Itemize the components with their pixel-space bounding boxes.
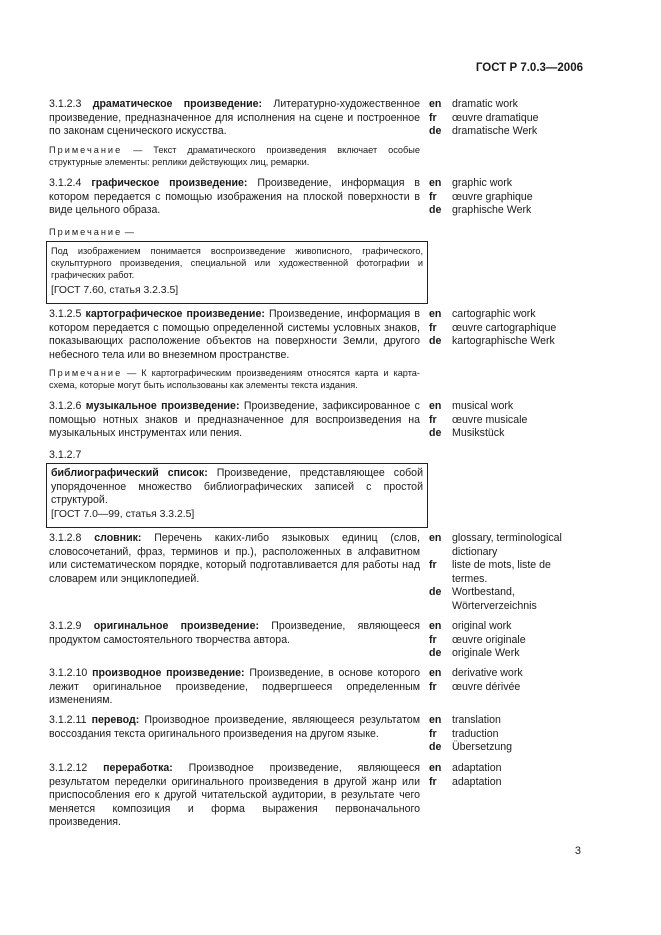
equiv-term: dramatische Werk xyxy=(452,125,538,137)
entry-original-work xyxy=(49,620,420,647)
entry-term: производное произведение: xyxy=(92,667,245,679)
equiv-term: kartographische Werk xyxy=(452,335,555,347)
note-text: — Текст драматического произведения включает особые структурные элементы: реплики действующих лиц, ремарки. xyxy=(49,145,421,167)
entry-definition: Произведение, зафиксированное с помощью нотных знаков и предназначенное для воспроизведения на музыкальных инструментах или пения. xyxy=(49,400,420,439)
lang-code: en xyxy=(429,308,442,320)
quote-box-graphic xyxy=(46,241,428,304)
equiv-term: œuvre graphique xyxy=(452,190,533,203)
equiv-term: musical work xyxy=(452,400,514,412)
lang-code: de xyxy=(429,741,442,753)
entry-number: 3.1.2.3 xyxy=(49,98,82,110)
equivalents-adaptation xyxy=(429,762,589,789)
entry-dramatic-work xyxy=(49,98,420,139)
entry-definition: Произведение, в основе которого лежит оригинальное произведение, подвергшееся определенным изменениям. xyxy=(49,667,421,706)
note-label: Примечание xyxy=(49,227,123,237)
equiv-term: derivative work xyxy=(452,667,523,679)
entry-number: 3.1.2.9 xyxy=(49,620,82,632)
note-label: Примечание xyxy=(49,145,123,155)
note-cartographic xyxy=(49,367,420,391)
entry-graphic-work xyxy=(49,177,420,218)
lang-code: en xyxy=(429,177,442,189)
page-number: 3 xyxy=(574,845,581,857)
entry-term: музыкальное произведение: xyxy=(85,400,240,412)
lang-code: fr xyxy=(429,633,437,646)
entry-musical-work xyxy=(49,400,420,441)
equiv-term: dramatic work xyxy=(452,98,518,110)
lang-code: en xyxy=(429,667,442,679)
lang-code: fr xyxy=(429,321,437,334)
equiv-term: Musikstück xyxy=(452,427,505,439)
document-header: ГОСТ Р 7.0.3—2006 xyxy=(475,62,583,74)
equiv-term: Wortbestand, Wörterverzeichnis xyxy=(452,586,537,612)
entry-definition: Произведение, информация в котором передается с помощью определенной системы условных знаков, показывающих расположение объектов на поверхности Земли, другого небесного тела или во внеземном пространстве. xyxy=(49,308,420,361)
equivalents-translation xyxy=(429,714,589,755)
lang-code: en xyxy=(429,762,442,774)
equivalents-original-work xyxy=(429,620,589,661)
equiv-term: original work xyxy=(452,620,512,632)
equivalents-derivative-work xyxy=(429,667,589,694)
entry-term: словник: xyxy=(94,532,142,544)
lang-code: de xyxy=(429,427,442,439)
equiv-term: traduction xyxy=(452,727,499,740)
lang-code: en xyxy=(429,532,442,544)
equiv-term: glossary, terminological dictionary xyxy=(452,532,562,558)
lang-code: de xyxy=(429,647,442,659)
lang-code: fr xyxy=(429,559,437,571)
entry-definition: Литературно-художественное произведение, предназначенное для исполнения на сцене и построенное по законам сценического искусства. xyxy=(49,98,420,137)
entry-definition: Производное произведение, являющееся результатом переделки оригинального произведения в другой жанр или приспособления его к другой читательской аудитории, в результате чего меняется композиция и форма выражения первоначального произведения. xyxy=(49,762,420,828)
lang-code: de xyxy=(429,125,442,137)
entry-definition: Произведение, информация в котором передается с помощью изображения на плоской поверхности в виде цельного образа. xyxy=(49,177,421,216)
lang-code: de xyxy=(429,204,442,216)
lang-code: en xyxy=(429,714,442,726)
note-dash: — xyxy=(124,227,134,237)
equiv-term: œuvre musicale xyxy=(452,413,528,426)
equiv-term: originale Werk xyxy=(452,647,520,659)
box-reference: [ГОСТ 7.0—99, статья 3.3.2.5] xyxy=(51,508,195,520)
entry-term: перевод: xyxy=(91,714,140,726)
quote-box-bibliographic-list xyxy=(46,463,428,528)
entry-number: 3.1.2.12 xyxy=(49,762,88,774)
entry-bibliographic-list-number: 3.1.2.7 xyxy=(49,449,82,461)
entry-number: 3.1.2.11 xyxy=(49,714,87,726)
note-text: — К картографическим произведениям относятся карта и карта-схема, которые могут быть использованы как элементы текста издания. xyxy=(49,368,420,390)
entry-derivative-work xyxy=(49,667,420,708)
entry-term: переработка: xyxy=(103,762,173,774)
entry-definition: Произведение, представляющее собой упорядоченное множество библиографических записей с простой структурой. xyxy=(51,467,423,506)
entry-term: драматическое произведение: xyxy=(92,98,263,110)
box-reference: [ГОСТ 7.60, статья 3.2.3.5] xyxy=(51,285,179,296)
entry-number: 3.1.2.5 xyxy=(49,308,82,320)
equivalents-musical-work xyxy=(429,400,589,441)
lang-code: fr xyxy=(429,775,437,788)
lang-code: fr xyxy=(429,680,437,693)
equiv-term: adaptation xyxy=(452,775,502,788)
entry-term: оригинальное произведение: xyxy=(93,620,259,632)
equiv-term: liste de mots, liste de termes. xyxy=(452,559,551,585)
note-label: Примечание xyxy=(49,368,123,378)
equiv-term: œuvre cartographique xyxy=(452,321,557,334)
entry-definition: Производное произведение, являющееся результатом воссоздания текста оригинального произведения на другом языке. xyxy=(49,714,420,740)
equiv-term: œuvre dérivée xyxy=(452,680,521,693)
entry-term: библиографический список: xyxy=(51,467,208,479)
lang-code: fr xyxy=(429,111,437,124)
lang-code: en xyxy=(429,620,442,632)
equiv-term: œuvre originale xyxy=(452,633,526,646)
equiv-term: adaptation xyxy=(452,762,502,774)
note-graphic xyxy=(49,226,420,238)
equivalents-dramatic-work xyxy=(429,98,589,139)
entry-term: картографическое произведение: xyxy=(85,308,265,320)
equivalents-cartographic-work xyxy=(429,308,589,349)
equiv-term: graphic work xyxy=(452,177,513,189)
equiv-term: graphische Werk xyxy=(452,204,532,216)
lang-code: fr xyxy=(429,190,437,203)
lang-code: fr xyxy=(429,727,437,740)
equiv-term: Übersetzung xyxy=(452,741,513,753)
note-dramatic xyxy=(49,144,420,168)
entry-glossary xyxy=(49,532,420,586)
entry-adaptation xyxy=(49,762,420,830)
lang-code: fr xyxy=(429,413,437,426)
equiv-term: translation xyxy=(452,714,501,726)
equiv-term: cartographic work xyxy=(452,308,536,320)
entry-number: 3.1.2.6 xyxy=(49,400,82,412)
equivalents-glossary xyxy=(429,532,579,613)
lang-code: en xyxy=(429,98,442,110)
lang-code: en xyxy=(429,400,442,412)
equiv-term: œuvre dramatique xyxy=(452,111,539,124)
entry-term: графическое произведение: xyxy=(91,177,248,189)
entry-definition: Перечень каких-либо языковых единиц (слов, словосочетаний, фраз, терминов и пр.), расположенных в алфавитном или систематическом порядке, который подготавливается для работы над словарем или энциклопедией. xyxy=(49,532,420,585)
entry-translation xyxy=(49,714,420,741)
lang-code: de xyxy=(429,335,442,347)
entry-number: 3.1.2.10 xyxy=(49,667,88,679)
equivalents-graphic-work xyxy=(429,177,589,218)
entry-cartographic-work xyxy=(49,308,420,362)
box-text: Под изображением понимается воспроизведение живописного, графического, скульптурного произведения, специальной или художественной фотографии и графических работ. xyxy=(51,246,423,280)
entry-definition: Произведение, являющееся продуктом самостоятельного творчества автора. xyxy=(49,620,420,646)
entry-number: 3.1.2.4 xyxy=(49,177,82,189)
lang-code: de xyxy=(429,586,442,598)
entry-number: 3.1.2.8 xyxy=(49,532,82,544)
